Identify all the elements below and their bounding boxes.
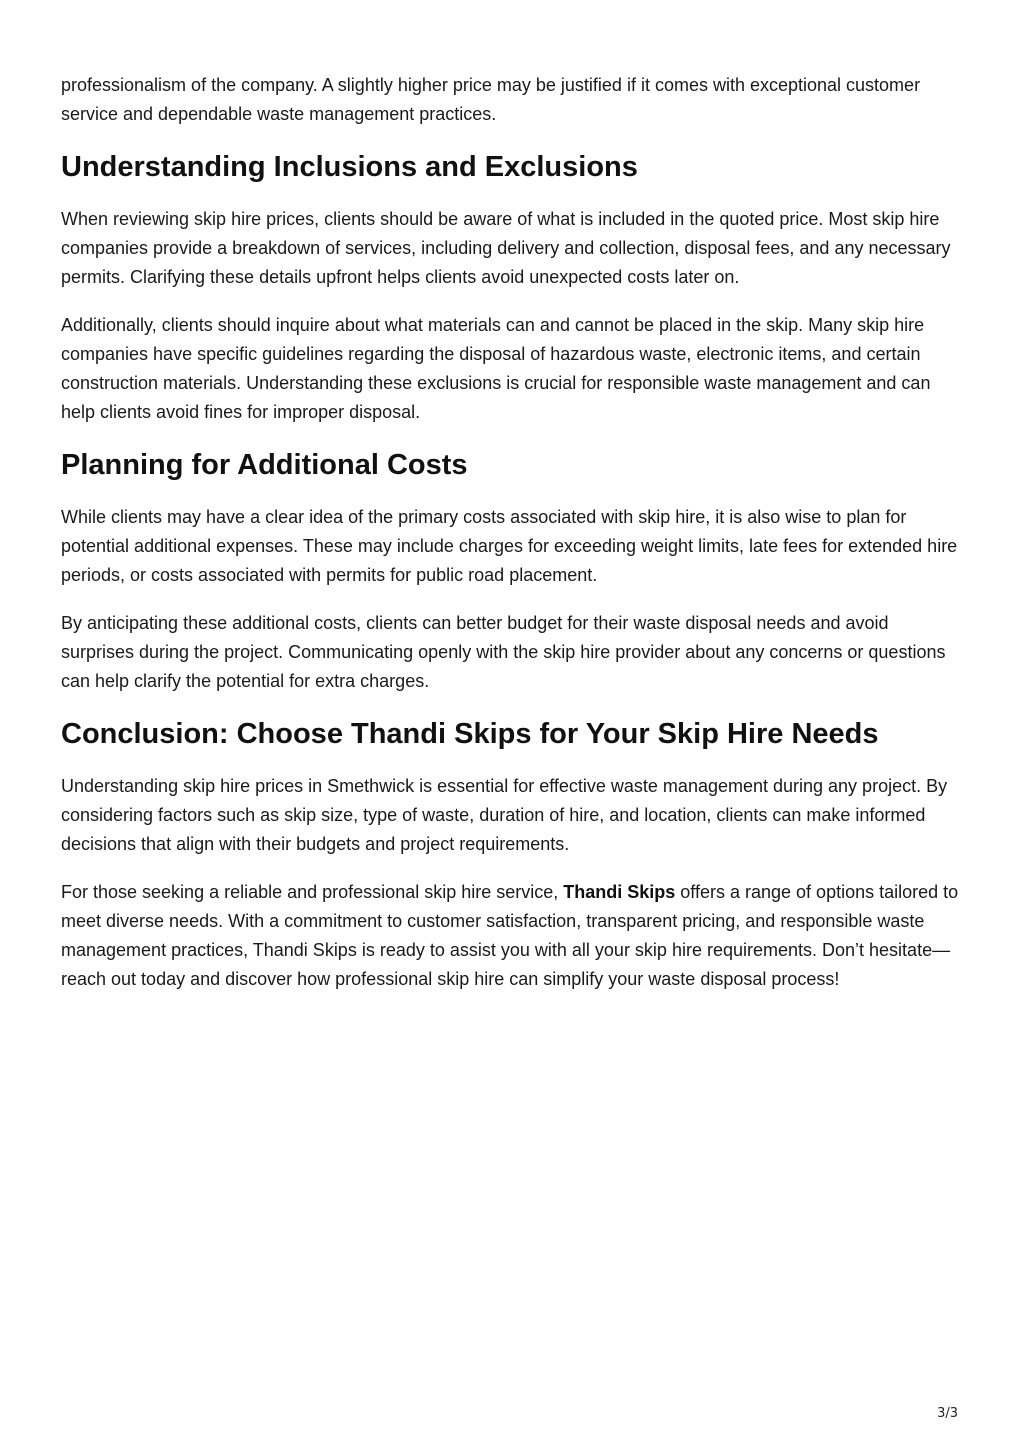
paragraph-inclusions-1: When reviewing skip hire prices, clients should be aware of what is included in the quoted price. Most skip hire companies provide a breakdown of services, including delivery and collection, disposal fees, and any necessary permits. Clarifying these details upfront helps clients avoid unexpected costs later on. — [61, 209, 951, 287]
closing-text-start: For those seeking a reliable and professional skip hire service, — [61, 882, 564, 902]
paragraph-inclusions-2: Additionally, clients should inquire about what materials can and cannot be placed in the skip. Many skip hire companies have specific guidelines regarding the disposal of hazardous waste, electronic items, and certain construction materials. Understanding these exclusions is crucial for responsible waste management and can help clients avoid fines for improper disposal. — [61, 315, 931, 422]
intro-paragraph: professionalism of the company. A slightly higher price may be justified if it comes with exceptional customer service and dependable waste management practices. — [61, 75, 921, 124]
section-heading-additional-costs: Planning for Additional Costs — [61, 449, 468, 481]
page-number: 3/3 — [937, 1406, 958, 1421]
company-name-bold: Thandi Skips — [563, 882, 676, 902]
section-heading-conclusion: Conclusion: Choose Thandi Skips for Your Skip Hire Needs — [61, 718, 879, 750]
document-body — [61, 71, 966, 1013]
closing-text-end: offers a range of options tailored to meet diverse needs. With a commitment to customer satisfaction, transparent pricing, and responsible waste management practices, Thandi Skips is ready to assist you with all your skip hire requirements. Don’t hesitate—reach out today and discover how professional skip hire can simplify your waste disposal process! — [61, 882, 959, 989]
section-heading-inclusions: Understanding Inclusions and Exclusions — [61, 151, 638, 183]
paragraph-conclusion-2 — [61, 878, 966, 994]
paragraph-additional-costs-1: While clients may have a clear idea of the primary costs associated with skip hire, it is also wise to plan for potential additional expenses. These may include charges for exceeding weight limits, late fees for extended hire periods, or costs associated with permits for public road placement. — [61, 507, 958, 585]
paragraph-additional-costs-2: By anticipating these additional costs, clients can better budget for their waste disposal needs and avoid surprises during the project. Communicating openly with the skip hire provider about any concerns or questions can help clarify the potential for extra charges. — [61, 613, 946, 691]
paragraph-conclusion-1: Understanding skip hire prices in Smethwick is essential for effective waste management during any project. By considering factors such as skip size, type of waste, duration of hire, and location, clients can make informed decisions that align with their budgets and project requirements. — [61, 776, 948, 854]
